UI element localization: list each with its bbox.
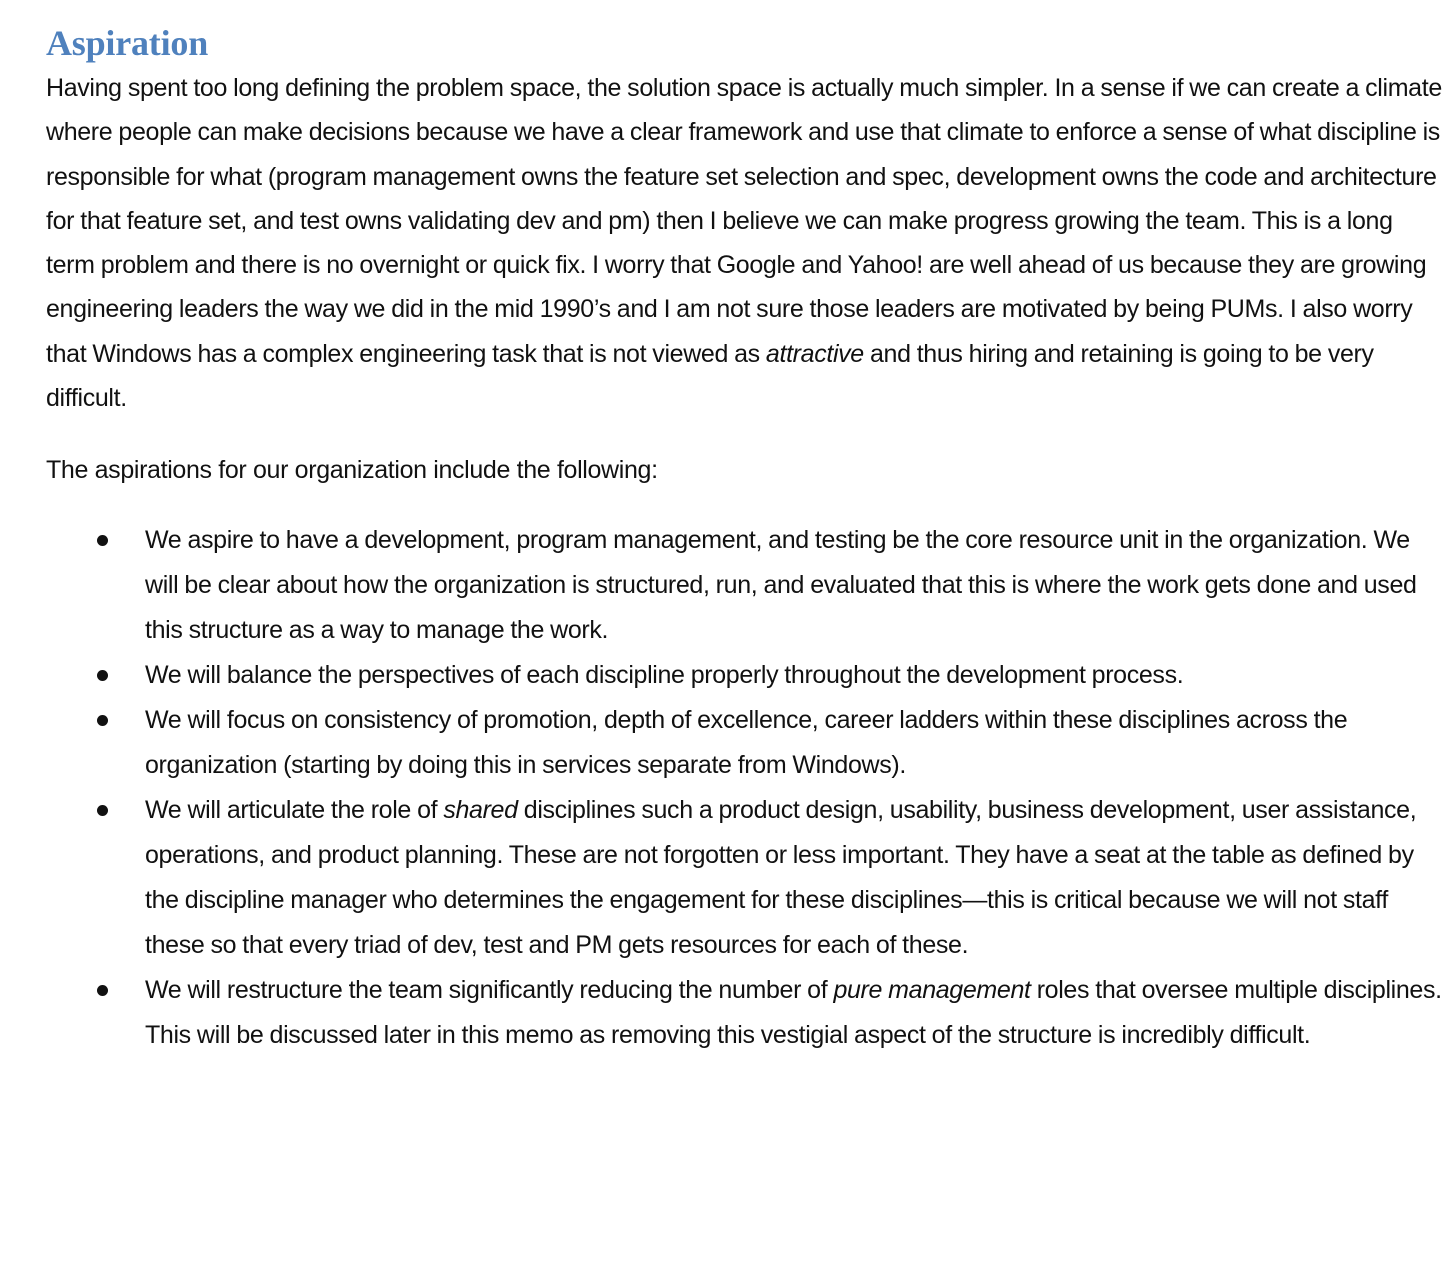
list-item-emphasis: shared [443, 796, 518, 825]
bullet-icon [97, 985, 108, 996]
list-item [46, 968, 1442, 1058]
list-item [46, 518, 1442, 653]
section-heading: Aspiration [46, 23, 209, 63]
list-item-text: We aspire to have a development, program management, and testing be the core resource unit in the organization. We will be clear about how the organization is structured, run, and evaluated that this is where the work gets done and used this structure as a way to manage the work. [145, 526, 1417, 645]
list-item [46, 653, 1442, 698]
bullet-icon [97, 670, 108, 681]
bullet-icon [97, 535, 108, 546]
bullet-icon [97, 715, 108, 726]
list-item-text: We will articulate the role of [145, 796, 444, 825]
bullet-icon [97, 805, 108, 816]
list-intro: The aspirations for our organization include the following: [46, 456, 658, 485]
list-item-text: We will restructure the team significantly reducing the number of [145, 976, 834, 1005]
body-paragraph [46, 66, 1442, 420]
list-item-text: We will focus on consistency of promotion, depth of excellence, career ladders within these disciplines across the organization (starting by doing this in services separate from Windows). [145, 706, 1348, 780]
list-item-emphasis: pure management [833, 976, 1031, 1005]
list-item-text-end: roles that oversee multiple disciplines. This will be discussed later in this memo as removing this vestigial aspect of the structure is incredibly difficult. [145, 976, 1442, 1050]
list-item-text: We will balance the perspectives of each discipline properly throughout the development process. [145, 661, 1184, 690]
paragraph-text-1: Having spent too long defining the problem space, the solution space is actually much simpler. In a sense if we can create a climate where people can make decisions because we have a clear framework and use that climate to enforce a sense of what discipline is responsible for what (program management owns the feature set selection and spec, development owns the code and architecture for that feature set, and test owns validating dev and pm) then I believe we can make progress growing the team. This is a long term problem and there is no overnight or quick fix. I worry that Google and Yahoo! are well ahead of us because they are growing engineering leaders the way we did in the mid 1990’s and I am not sure those leaders are motivated by being PUMs. I also worry that Windows has a complex engineering task that is not viewed as [46, 74, 1442, 368]
list-item-text-end: disciplines such a product design, usability, business development, user assistance, operations, and product planning. These are not forgotten or less important. They have a seat at the table as defined by the discipline manager who determines the engagement for these disciplines—this is critical because we will not staff these so that every triad of dev, test and PM gets resources for each of these. [145, 796, 1417, 960]
aspirations-list [46, 518, 1442, 1058]
list-item [46, 698, 1442, 788]
paragraph-emphasis: attractive [765, 339, 864, 368]
list-item [46, 788, 1442, 968]
paragraph-text-2: and thus hiring and retaining is going to be very difficult. [46, 339, 1374, 413]
